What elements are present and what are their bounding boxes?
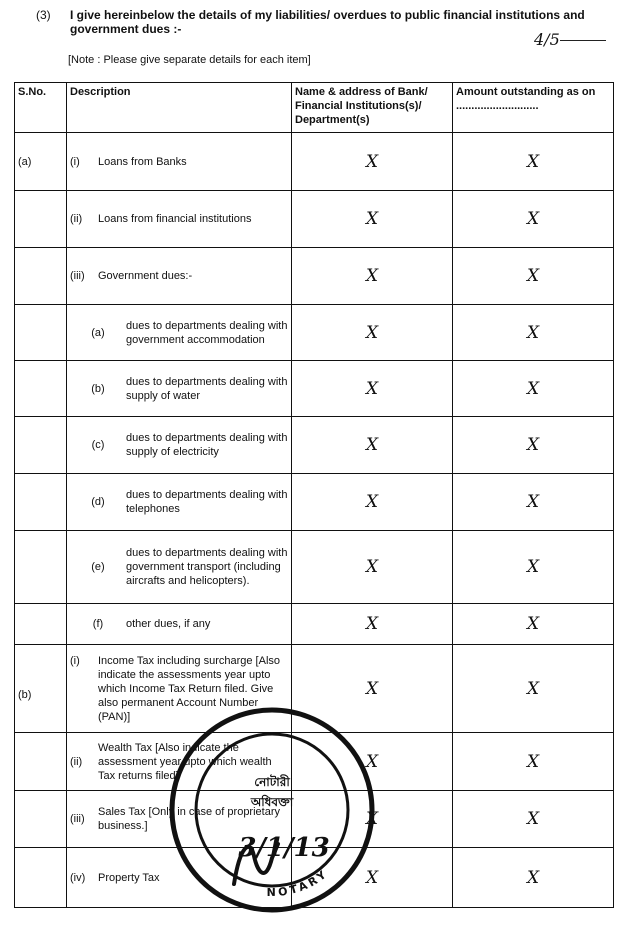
handwritten-x-mark: X bbox=[292, 305, 453, 361]
handwritten-x-mark: X bbox=[292, 604, 453, 645]
handwritten-x-mark: X bbox=[292, 733, 453, 791]
table-row bbox=[15, 133, 614, 191]
row-text: Property Tax bbox=[98, 871, 160, 884]
handwritten-x-mark: X bbox=[453, 791, 614, 848]
row-sub-letter: (a) bbox=[91, 326, 105, 339]
heading-line-1: I give hereinbelow the details of my liabilities/ overdues to public financial institutions and bbox=[70, 8, 585, 22]
handwritten-page-mark: 4/5 bbox=[534, 30, 560, 49]
section-number: (3) bbox=[36, 8, 51, 22]
row-sno: (a) bbox=[15, 133, 67, 191]
signature-date: 3/1/13 bbox=[238, 833, 330, 863]
table-row bbox=[15, 531, 614, 604]
handwritten-x-mark: X bbox=[453, 604, 614, 645]
row-text: Sales Tax [Only in case of proprietary business.] bbox=[98, 806, 280, 832]
row-text: Wealth Tax [Also indicate the assessment year upto which wealth Tax returns filed] bbox=[98, 741, 272, 782]
header-sno: S.No. bbox=[15, 83, 67, 133]
row-description bbox=[67, 133, 292, 191]
handwritten-x-mark: X bbox=[453, 531, 614, 604]
handwritten-x-mark: X bbox=[453, 133, 614, 191]
row-sno bbox=[15, 733, 67, 791]
table-row bbox=[15, 361, 614, 417]
row-text: Government dues:- bbox=[98, 270, 193, 282]
row-roman: (i) bbox=[70, 654, 80, 667]
handwritten-x-mark: X bbox=[453, 417, 614, 474]
header-bank: Name & address of Bank/ Financial Institutions(s)/ Department(s) bbox=[292, 83, 453, 133]
handwritten-x-mark: X bbox=[292, 474, 453, 531]
table-row bbox=[15, 604, 614, 645]
row-description bbox=[67, 604, 292, 645]
row-text: other dues, if any bbox=[126, 618, 211, 630]
row-text: Loans from financial institutions bbox=[98, 213, 252, 225]
row-roman: (iv) bbox=[70, 871, 86, 884]
handwritten-x-mark: X bbox=[453, 191, 614, 248]
row-sub-letter: (e) bbox=[91, 561, 105, 573]
handwritten-x-mark: X bbox=[453, 474, 614, 531]
row-sno bbox=[15, 791, 67, 848]
notary-seal-stamp bbox=[168, 706, 376, 914]
row-sub-letter: (c) bbox=[91, 439, 105, 451]
row-text: dues to departments dealing with government accommodation bbox=[126, 319, 288, 346]
handwritten-x-mark: X bbox=[292, 531, 453, 604]
handwritten-x-mark: X bbox=[292, 191, 453, 248]
seal-inner-line-2: অধিবক্তা bbox=[250, 795, 294, 809]
row-description bbox=[67, 191, 292, 248]
row-sno bbox=[15, 191, 67, 248]
handwritten-x-mark: X bbox=[453, 305, 614, 361]
row-text: dues to departments dealing with government transport (including aircrafts and helicopters). bbox=[126, 547, 288, 587]
table-row bbox=[15, 191, 614, 248]
row-text: Income Tax including surcharge [Also indicate the assessments year upto which Income Tax Return filed. Give also permanent Account Number (PAN)] bbox=[98, 654, 281, 723]
table-row bbox=[15, 474, 614, 531]
header-description: Description bbox=[67, 83, 292, 133]
row-roman: (ii) bbox=[70, 755, 83, 768]
row-sub-letter: (b) bbox=[91, 382, 105, 395]
handwritten-x-mark: X bbox=[292, 791, 453, 848]
row-sno bbox=[15, 305, 67, 361]
handwritten-x-mark: X bbox=[292, 848, 453, 908]
handwritten-x-mark: X bbox=[292, 361, 453, 417]
row-text: dues to departments dealing with supply of electricity bbox=[126, 432, 288, 458]
row-sno bbox=[15, 604, 67, 645]
table-header-row bbox=[15, 83, 614, 133]
row-roman: (i) bbox=[70, 155, 80, 168]
row-sno bbox=[15, 474, 67, 531]
header-amount: Amount outstanding as on ........................... bbox=[453, 83, 614, 133]
table-row bbox=[15, 248, 614, 305]
note-text: [Note : Please give separate details for each item] bbox=[68, 54, 311, 66]
row-description bbox=[67, 361, 292, 417]
row-text: dues to departments dealing with telephones bbox=[126, 489, 288, 515]
row-roman: (iii) bbox=[70, 813, 85, 825]
row-sno bbox=[15, 361, 67, 417]
row-text: dues to departments dealing with supply of water bbox=[126, 375, 288, 402]
heading-line-2: government dues :- bbox=[70, 22, 182, 36]
handwritten-x-mark: X bbox=[292, 248, 453, 305]
seal-ring-text: NOTARY bbox=[266, 866, 331, 900]
handwritten-x-mark: X bbox=[453, 645, 614, 733]
row-description bbox=[67, 531, 292, 604]
row-sub-letter: (d) bbox=[91, 496, 105, 508]
seal-inner-line-1: নোটারী bbox=[254, 775, 290, 789]
row-sno bbox=[15, 248, 67, 305]
handwritten-x-mark: X bbox=[292, 417, 453, 474]
seal-outer-ring bbox=[172, 710, 372, 910]
row-roman: (iii) bbox=[70, 270, 85, 282]
row-description bbox=[67, 305, 292, 361]
handwritten-x-mark: X bbox=[453, 248, 614, 305]
page-mark-underline bbox=[560, 40, 606, 41]
row-sno: (b) bbox=[15, 645, 67, 733]
row-description bbox=[67, 474, 292, 531]
handwritten-x-mark: X bbox=[292, 133, 453, 191]
row-sub-letter: (f) bbox=[92, 618, 104, 630]
row-description bbox=[67, 417, 292, 474]
row-text: Loans from Banks bbox=[98, 155, 187, 168]
table-row bbox=[15, 305, 614, 361]
handwritten-x-mark: X bbox=[453, 848, 614, 908]
row-sno bbox=[15, 531, 67, 604]
handwritten-x-mark: X bbox=[292, 645, 453, 733]
row-sno bbox=[15, 417, 67, 474]
handwritten-x-mark: X bbox=[453, 733, 614, 791]
row-roman: (ii) bbox=[70, 213, 83, 225]
row-sno bbox=[15, 848, 67, 908]
row-description bbox=[67, 248, 292, 305]
table-row bbox=[15, 417, 614, 474]
handwritten-x-mark: X bbox=[453, 361, 614, 417]
